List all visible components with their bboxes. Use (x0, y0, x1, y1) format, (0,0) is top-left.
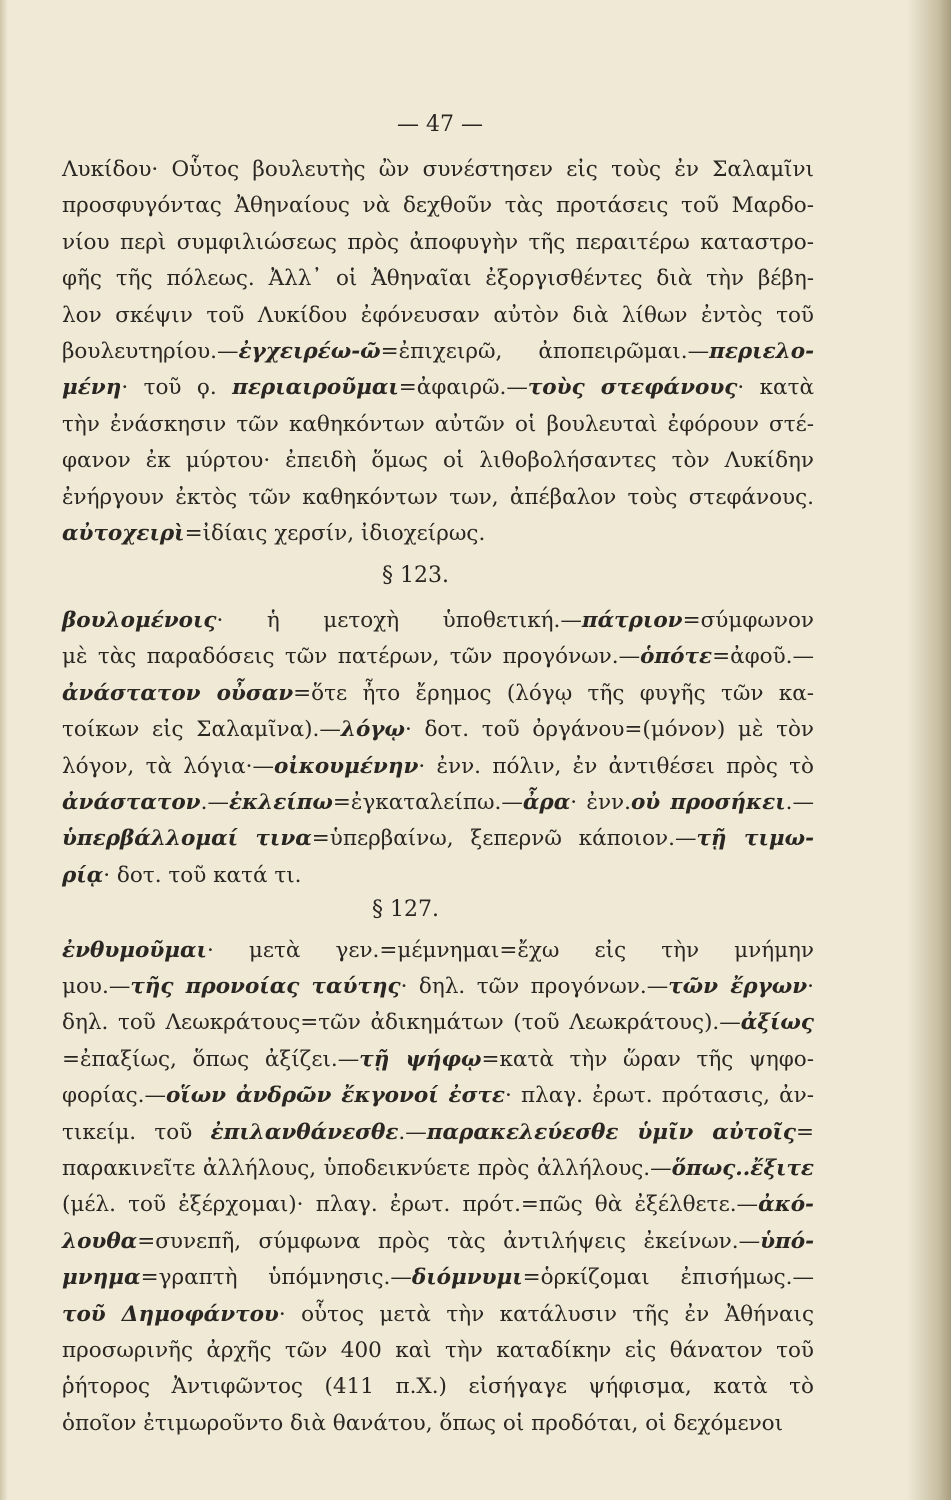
text-line (62, 152, 814, 188)
lemma-term: ρίᾳ (62, 862, 104, 888)
lemma-term: παρακελεύεσθε ὑμῖν αὐτοῖς (426, 1119, 796, 1145)
text-line (62, 933, 814, 969)
text-run: =συνεπῆ, σύμφωνα πρὸς τὰς ἀντιλήψεις ἐκείνων.— (137, 1228, 761, 1254)
lemma-term: ὑπό- (760, 1228, 814, 1254)
text-run: =ἐπαξίως, ὅπως ἀξίζει.— (62, 1046, 360, 1072)
text-line (62, 712, 814, 748)
text-line (62, 334, 814, 370)
text-line (62, 261, 814, 297)
text-run: τοίκων εἰς Σαλαμῖνα).— (62, 717, 341, 743)
lemma-term: ἐνθυμοῦμαι (62, 937, 207, 963)
text-run: =ἰδίαις χερσίν, ἰδιοχείρως. (184, 521, 486, 547)
section-heading: § 127. (372, 897, 439, 923)
text-line (62, 1297, 814, 1333)
text-run: ἐνήργουν ἐκτὸς τῶν καθηκόντων των, ἀπέβαλον τοὺς στεφάνους. (62, 484, 814, 510)
text-run: · δοτ. τοῦ κατά τι. (103, 862, 302, 888)
page-text (62, 152, 814, 1442)
text-run: παρακινεῖτε ἀλλήλους, ὑποδεικνύετε πρὸς ἀλλήλους.— (62, 1155, 672, 1181)
lemma-term: μένη (62, 375, 122, 401)
lemma-term: ὁπότε (640, 644, 713, 670)
lemma-term: ὅπως..ἔξιτε (671, 1155, 814, 1181)
text-run: =ὑπερβαίνω, ξεπερνῶ κάποιον.— (311, 826, 697, 852)
lemma-term: πάτριον (581, 607, 683, 633)
lemma-term: ἀνάστατον οὖσαν (62, 680, 294, 706)
text-run: φορίας.— (62, 1083, 166, 1109)
text-line (62, 603, 814, 639)
lemma-term: ἀκό- (758, 1192, 814, 1218)
text-line (62, 821, 814, 857)
lemma-term: περιελο- (709, 339, 814, 365)
text-run: =ἀφοῦ.— (712, 644, 814, 670)
lemma-term: διόμνυμι (411, 1265, 523, 1291)
text-run: · ἐνν. πόλιν, ἐν ἀντιθέσει πρὸς τὸ (418, 753, 814, 779)
text-line (62, 1224, 814, 1260)
page-binding-edge (907, 0, 951, 1500)
lemma-term: τοὺς στεφάνους (527, 375, 738, 401)
lemma-term: οἰκουμένην (273, 753, 419, 779)
text-run: =σύμφωνον (682, 607, 814, 633)
text-line (62, 1333, 814, 1369)
text-run: τικείμ. τοῦ (62, 1119, 211, 1145)
text-run: Λυκίδου· Οὗτος βουλευτὴς ὢν συνέστησεν εἰς τοὺς ἐν Σαλαμῖνι (62, 157, 814, 182)
section-heading: § 123. (382, 563, 449, 589)
page-number: — 47 — (397, 112, 483, 137)
text-run: · τοῦ ϙ. (121, 375, 233, 401)
text-run: · (807, 973, 814, 999)
text-run: =ὅτε ἦτο ἔρημος (λόγῳ τῆς φυγῆς τῶν κα- (293, 680, 814, 706)
lemma-term: μνημα (62, 1265, 141, 1291)
text-run: .— (398, 1119, 427, 1145)
text-run: =ἐγκαταλείπω.— (332, 789, 523, 815)
text-line (62, 1406, 814, 1442)
lemma-term: ἀξίως (740, 1010, 814, 1036)
text-run: · μετὰ γεν.=μέμνημαι=ἔχω εἰς τὴν μνήμην (206, 937, 814, 963)
text-line (62, 1369, 814, 1405)
text-line (62, 969, 814, 1005)
text-line (62, 785, 814, 821)
lemma-term: τοῦ Δημοφάντου (62, 1301, 279, 1327)
text-line (62, 1042, 814, 1078)
text-run: = (796, 1119, 815, 1145)
text-run: βουλευτηρίου.— (62, 339, 239, 365)
text-line (62, 1115, 814, 1151)
text-run: · δοτ. τοῦ ὀργάνου=(μόνον) μὲ τὸν (404, 717, 814, 743)
text-line (62, 1005, 814, 1041)
text-line (62, 516, 814, 552)
text-line (62, 407, 814, 443)
text-run: λόγον, τὰ λόγια·— (62, 753, 274, 779)
text-run: φανον ἐκ μύρτου· ἐπειδὴ ὅμως οἱ λιθοβολήσαντες τὸν Λυκίδην (62, 448, 814, 474)
text-run: .— (785, 789, 814, 815)
text-run: =γραπτὴ ὑπόμνησις.— (140, 1265, 412, 1291)
text-run: · ἐνν. (570, 789, 631, 815)
text-run: φῆς τῆς πόλεως. Ἀλλ᾽ οἱ Ἀθηναῖαι ἐξοργισθέντες διὰ τὴν βέβη- (62, 266, 814, 292)
text-run: δηλ. τοῦ Λεωκράτους=τῶν ἀδικημάτων (τοῦ Λεωκράτους).— (62, 1010, 741, 1036)
text-run: ῥήτορος Ἀντιφῶντος (411 π.Χ.) εἰσήγαγε ψήφισμα, κατὰ τὸ (62, 1374, 814, 1400)
text-run: =ἐπιχειρῶ, ἀποπειρῶμαι.— (380, 339, 710, 365)
text-line (62, 1078, 814, 1114)
text-line (62, 225, 814, 261)
text-line (62, 370, 814, 406)
lemma-term: βουλομένοις (62, 607, 217, 633)
text-line (62, 298, 814, 334)
text-line (62, 188, 814, 224)
lemma-term: λόγῳ (340, 717, 405, 743)
text-run: =κατὰ τὴν ὥραν τῆς ψηφο- (481, 1046, 814, 1072)
lemma-term: ἐπιλανθάνεσθε (210, 1119, 399, 1145)
text-line (62, 443, 814, 479)
lemma-term: ὑπερβάλλομαί τινα (62, 826, 312, 852)
text-run: λον σκέψιν τοῦ Λυκίδου ἐφόνευσαν αὐτὸν διὰ λίθων ἐντὸς τοῦ (62, 302, 814, 328)
page-left-edge (0, 0, 8, 1500)
text-run: · δηλ. τῶν προγόνων.— (400, 973, 669, 999)
lemma-term: ἐκλείπω (228, 789, 333, 815)
lemma-term: τῆς προνοίας ταύτης (130, 973, 401, 999)
text-line (62, 639, 814, 675)
text-run: τὴν ἐνάσκησιν τῶν καθηκόντων αὐτῶν οἱ βουλευταὶ ἐφόρουν στέ- (62, 411, 814, 437)
text-run: · πλαγ. ἐρωτ. πρότασις, ἀν- (505, 1083, 815, 1109)
lemma-term: τῇ τιμω- (696, 826, 814, 852)
lemma-term: ἀνάστατον (62, 789, 201, 815)
text-line (62, 1151, 814, 1187)
text-run: · ἡ μετοχὴ ὑποθετική.— (216, 607, 582, 633)
text-run: =ὁρκίζομαι ἐπισήμως.— (522, 1265, 814, 1291)
text-line (62, 1260, 814, 1296)
text-run: .— (200, 789, 229, 815)
lemma-term: ἐγχειρέω-ῶ (238, 339, 381, 365)
lemma-term: λουθα (62, 1228, 138, 1254)
text-run: προσφυγόντας Ἀθηναίους νὰ δεχθοῦν τὰς προτάσεις τοῦ Μαρδο- (62, 193, 814, 219)
text-run: μου.— (62, 973, 131, 999)
lemma-term: αὐτοχειρὶ (62, 521, 185, 547)
lemma-term: οὐ προσήκει (630, 789, 786, 815)
lemma-term: περιαιροῦμαι (232, 375, 399, 401)
lemma-term: ἆρα (522, 789, 571, 815)
lemma-term: τῇ ψήφῳ (359, 1046, 482, 1072)
text-run: · κατὰ (737, 375, 814, 401)
text-line (62, 676, 814, 712)
text-line (62, 858, 814, 894)
text-run: (μέλ. τοῦ ἐξέρχομαι)· πλαγ. ἐρωτ. πρότ.=πῶς θὰ ἐξέλθετε.— (62, 1192, 759, 1218)
text-run: προσωρινῆς ἀρχῆς τῶν 400 καὶ τὴν καταδίκην εἰς θάνατον τοῦ (62, 1338, 814, 1363)
text-line (62, 749, 814, 785)
text-run: μὲ τὰς παραδόσεις τῶν πατέρων, τῶν προγόνων.— (62, 644, 641, 670)
text-run: ὁποῖον ἐτιμωροῦντο διὰ θανάτου, ὅπως οἱ προδόται, οἱ δεχόμενοι (62, 1410, 784, 1436)
text-run: · οὗτος μετὰ τὴν κατάλυσιν τῆς ἐν Ἀθήναις (278, 1301, 815, 1327)
text-run: =ἀφαιρῶ.— (398, 375, 528, 401)
text-line (62, 480, 814, 516)
lemma-term: τῶν ἔργων (668, 973, 808, 999)
text-run: νίου περὶ συμφιλιώσεως πρὸς ἀποφυγὴν τῆς περαιτέρω καταστρο- (62, 229, 814, 255)
text-line (62, 1187, 814, 1223)
lemma-term: οἵων ἀνδρῶν ἔκγονοί ἐστε (165, 1083, 505, 1109)
